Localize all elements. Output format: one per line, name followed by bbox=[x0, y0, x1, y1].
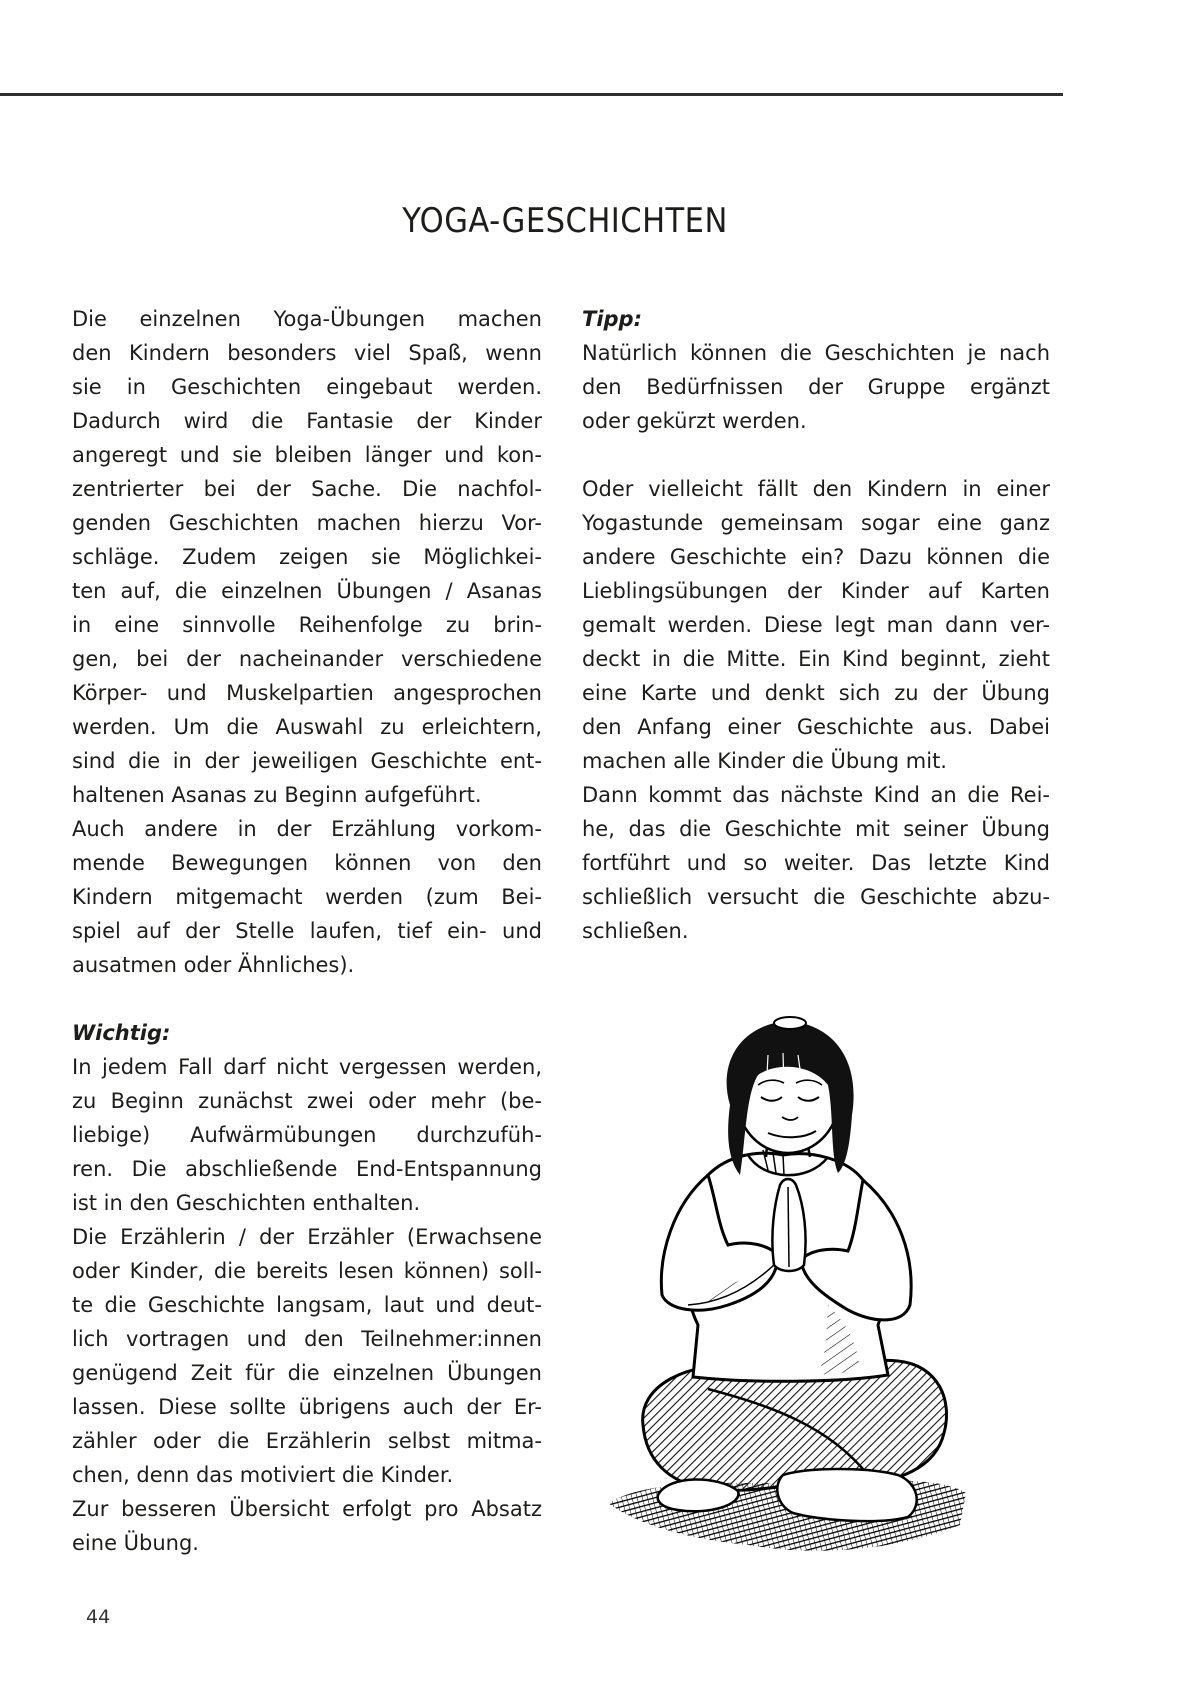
text-line: genügend Zeit für die einzelnen Übungen bbox=[72, 1361, 542, 1385]
page-number: 44 bbox=[86, 1606, 111, 1628]
text-line: oder Kinder, die bereits lesen können) soll- bbox=[72, 1259, 542, 1283]
narrator-paragraph bbox=[72, 1220, 542, 1492]
left-column bbox=[72, 302, 542, 1560]
text-line: deckt in die Mitte. Ein Kind beginnt, zieht bbox=[582, 647, 1050, 671]
text-line: Die Erzählerin / der Erzähler (Erwachsene bbox=[72, 1225, 542, 1249]
text-line: In jedem Fall darf nicht vergessen werden, bbox=[72, 1055, 542, 1079]
text-line: lassen. Diese sollte übrigens auch der Er- bbox=[72, 1395, 542, 1419]
meditating-child-illustration bbox=[598, 1005, 968, 1565]
page-title: YOGA-GESCHICHTEN bbox=[402, 200, 728, 241]
header-rule bbox=[0, 93, 1063, 96]
text-line: zähler oder die Erzählerin selbst mitma- bbox=[72, 1429, 542, 1453]
intro-paragraph bbox=[72, 302, 542, 812]
text-line: in eine sinnvolle Reihenfolge zu brin- bbox=[72, 613, 542, 637]
text-line: Dann kommt das nächste Kind an die Rei- bbox=[582, 783, 1050, 807]
text-line: spiel auf der Stelle laufen, tief ein- und bbox=[72, 919, 542, 943]
text-line: genden Geschichten machen hierzu Vor- bbox=[72, 511, 542, 535]
tip-section bbox=[582, 302, 1050, 438]
text-line: Yogastunde gemeinsam sogar eine ganz bbox=[582, 511, 1050, 535]
text-line: Kindern mitgemacht werden (zum Bei- bbox=[72, 885, 542, 909]
text-line: Natürlich können die Geschichten je nach bbox=[582, 341, 1050, 365]
text-line: ausatmen oder Ähnliches). bbox=[72, 953, 355, 977]
text-line: lich vortragen und den Teilnehmer:innen bbox=[72, 1327, 542, 1351]
text-line: gemalt werden. Diese legt man dann ver- bbox=[582, 613, 1050, 637]
text-line: den Anfang einer Geschichte aus. Dabei bbox=[582, 715, 1050, 739]
text-line: schließen. bbox=[582, 919, 689, 943]
text-line: ist in den Geschichten enthalten. bbox=[72, 1191, 421, 1215]
text-line: liebige) Aufwärmübungen durchzufüh- bbox=[72, 1123, 542, 1147]
text-line: fortführt und so weiter. Das letzte Kind bbox=[582, 851, 1050, 875]
text-line: Die einzelnen Yoga-Übungen machen bbox=[72, 307, 542, 331]
text-line: schließlich versucht die Geschichte abzu- bbox=[582, 885, 1050, 909]
paragraph-spacer bbox=[582, 438, 1050, 472]
text-line: Zur besseren Übersicht erfolgt pro Absatz bbox=[72, 1497, 542, 1521]
text-line: den Bedürfnissen der Gruppe ergänzt bbox=[582, 375, 1050, 399]
text-line: zentrierter bei der Sache. Die nachfol- bbox=[72, 477, 542, 501]
meditating-child-icon bbox=[598, 1005, 968, 1565]
cards-paragraph bbox=[582, 472, 1050, 778]
text-line: den Kindern besonders viel Spaß, wenn bbox=[72, 341, 542, 365]
right-column bbox=[582, 302, 1050, 948]
movement-paragraph bbox=[72, 812, 542, 982]
text-line: zu Beginn zunächst zwei oder mehr (be- bbox=[72, 1089, 542, 1113]
text-line: andere Geschichte ein? Dazu können die bbox=[582, 545, 1050, 569]
overview-paragraph bbox=[72, 1492, 542, 1560]
text-line: schläge. Zudem zeigen sie Möglichkei- bbox=[72, 545, 542, 569]
tip-label: Tipp: bbox=[582, 307, 642, 331]
text-line: mende Bewegungen können von den bbox=[72, 851, 542, 875]
text-line: eine Karte und denkt sich zu der Übung bbox=[582, 681, 1050, 705]
text-line: ten auf, die einzelnen Übungen / Asanas bbox=[72, 579, 542, 603]
text-line: te die Geschichte langsam, laut und deut- bbox=[72, 1293, 542, 1317]
important-section bbox=[72, 1016, 542, 1220]
text-line: sind die in der jeweiligen Geschichte ent- bbox=[72, 749, 542, 773]
text-line: oder gekürzt werden. bbox=[582, 409, 807, 433]
text-line: Dadurch wird die Fantasie der Kinder bbox=[72, 409, 542, 433]
text-line: angeregt und sie bleiben länger und kon- bbox=[72, 443, 542, 467]
text-line: Lieblingsübungen der Kinder auf Karten bbox=[582, 579, 1050, 603]
paragraph-spacer bbox=[72, 982, 542, 1016]
important-label: Wichtig: bbox=[72, 1021, 171, 1045]
text-line: chen, denn das motiviert die Kinder. bbox=[72, 1463, 454, 1487]
text-line: he, das die Geschichte mit seiner Übung bbox=[582, 817, 1050, 841]
continue-paragraph bbox=[582, 778, 1050, 948]
text-line: Körper- und Muskelpartien angesprochen bbox=[72, 681, 542, 705]
text-line: machen alle Kinder die Übung mit. bbox=[582, 749, 947, 773]
text-line: sie in Geschichten eingebaut werden. bbox=[72, 375, 542, 399]
text-line: Oder vielleicht fällt den Kindern in einer bbox=[582, 477, 1050, 501]
text-line: haltenen Asanas zu Beginn aufgeführt. bbox=[72, 783, 482, 807]
text-line: werden. Um die Auswahl zu erleichtern, bbox=[72, 715, 542, 739]
text-line: gen, bei der nacheinander verschiedene bbox=[72, 647, 542, 671]
text-line: eine Übung. bbox=[72, 1531, 199, 1555]
text-line: Auch andere in der Erzählung vorkom- bbox=[72, 817, 542, 841]
text-line: ren. Die abschließende End-Entspannung bbox=[72, 1157, 542, 1181]
